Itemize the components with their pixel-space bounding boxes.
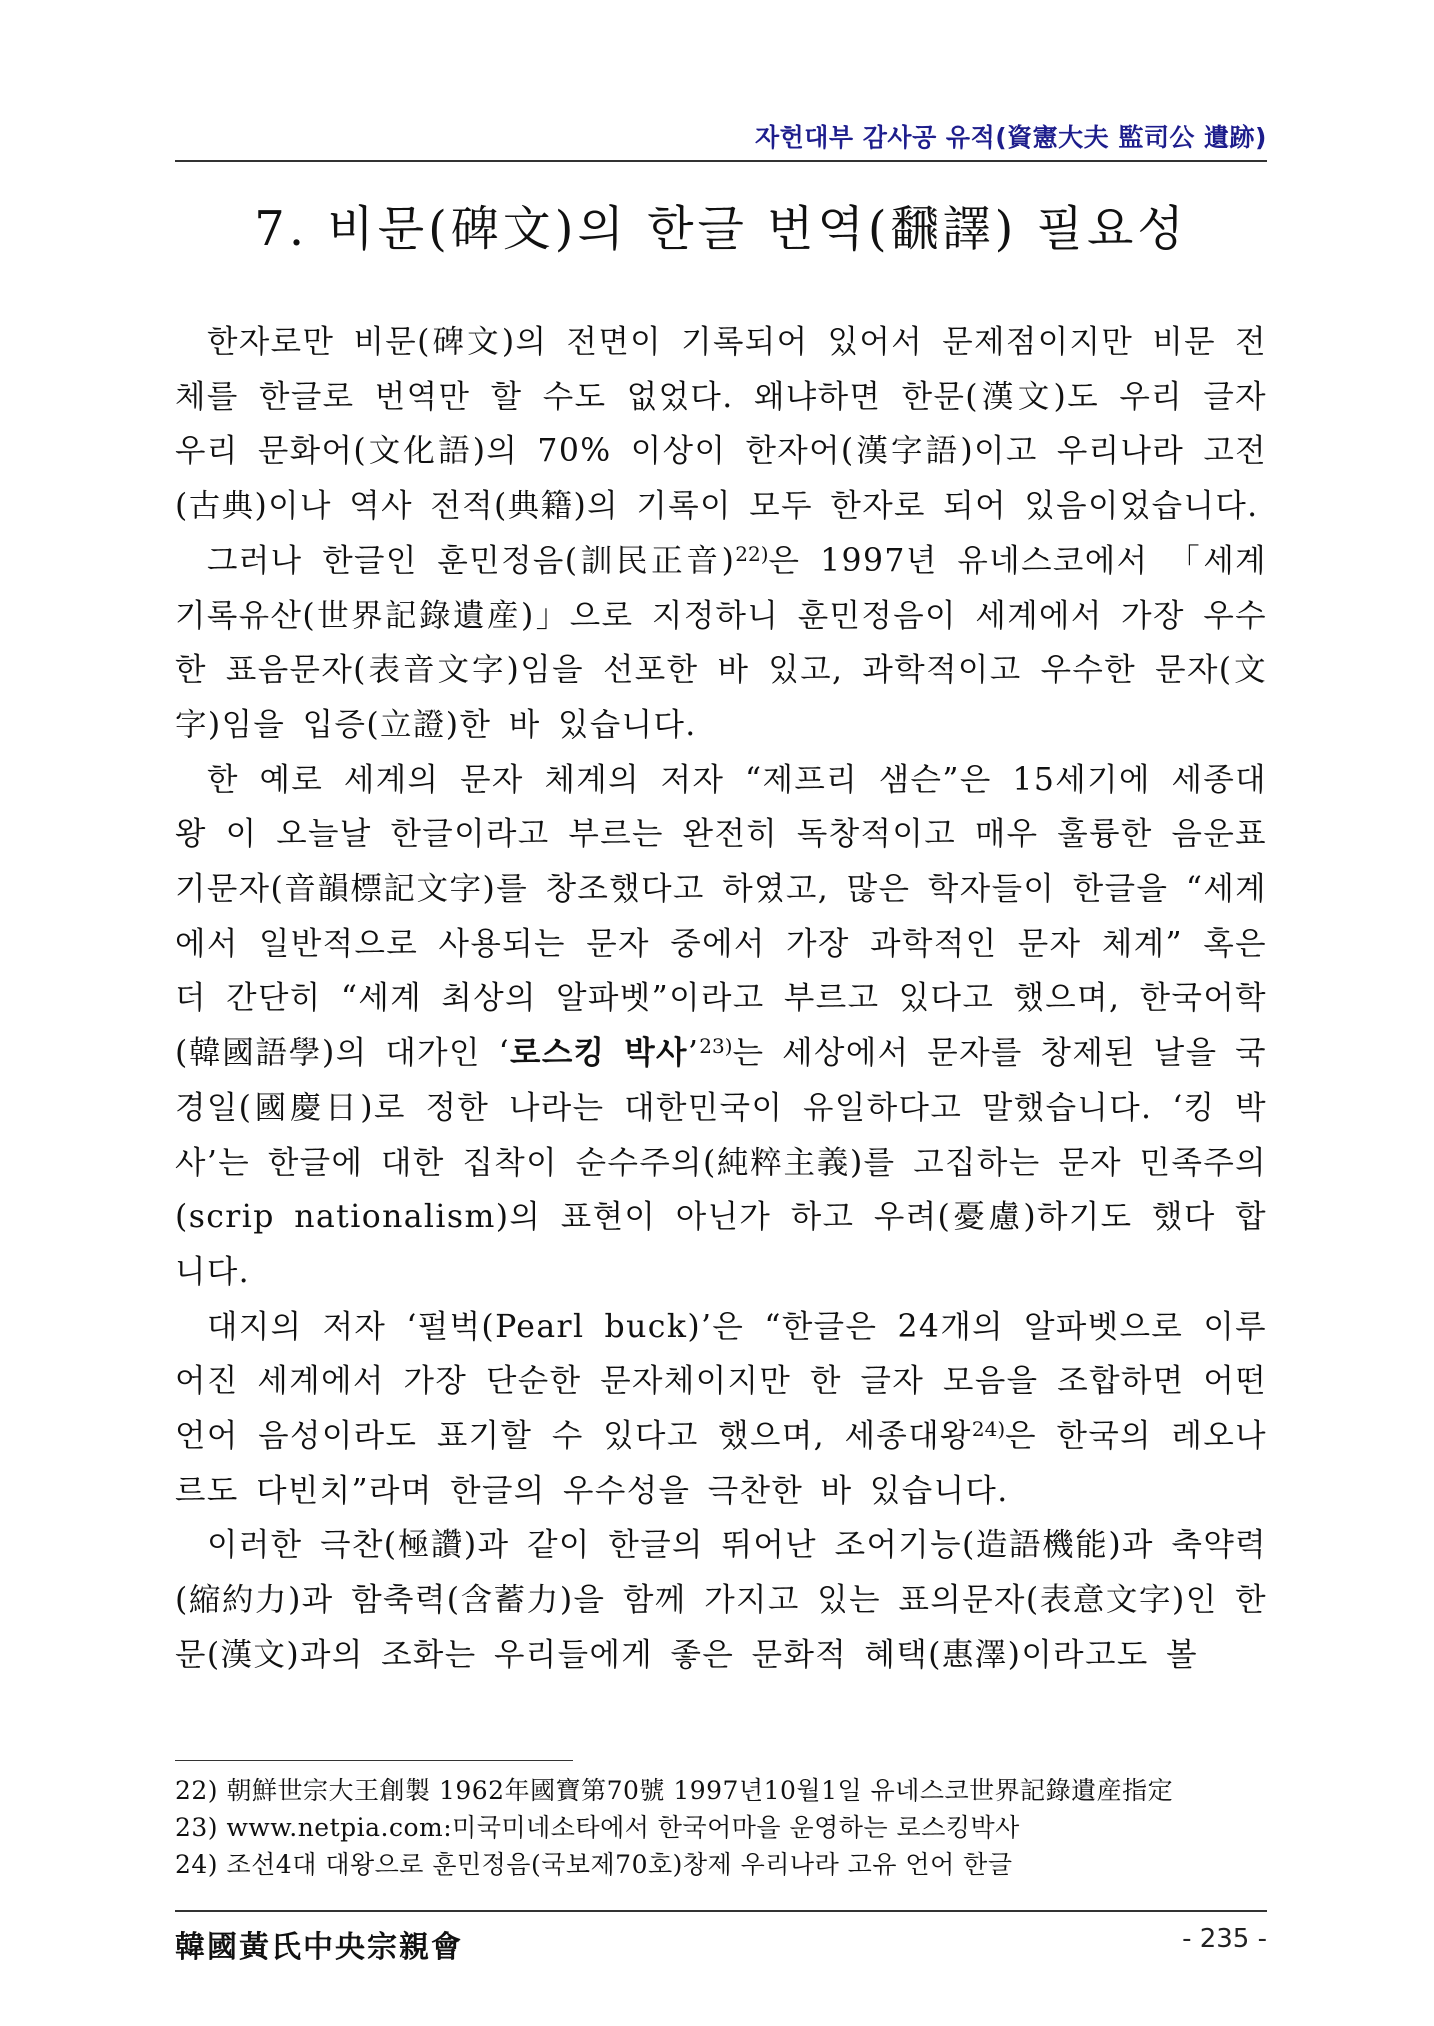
paragraph-2 bbox=[175, 534, 1267, 753]
footnote-ref-23: 23) bbox=[699, 1034, 733, 1059]
paragraph-3 bbox=[175, 753, 1267, 1300]
footer-organization: 韓國黃氏中央宗親會 bbox=[175, 1930, 463, 1965]
footnote-ref-24: 24) bbox=[971, 1417, 1006, 1442]
page-number: - 235 - bbox=[1182, 1924, 1267, 1954]
paragraph-text: 는 세상에서 문자를 창제된 날을 국경일(國慶日)로 정한 나라는 대한민국이 유일하다고 말했습니다. ‘킹 박사’는 한글에 대한 집착이 순수주의(純粹主義)를 고집하는 문자 민족주의(scrip nationalism)의 표현이 아닌가 하고 우려(憂慮)하기도 했다 합니다. bbox=[175, 1035, 1267, 1290]
footnote-ref-22: 22) bbox=[735, 541, 769, 566]
paragraph-text: 이러한 극찬(極讚)과 같이 한글의 뛰어난 조어기능(造語機能)과 축약력(縮約力)과 함축력(含蓄力)을 함께 가지고 있는 표의문자(表意文字)인 한문(漢文)과의 조화는 우리들에게 좋은 문화적 혜택(惠澤)이라고도 볼 bbox=[175, 1527, 1267, 1673]
paragraph-text: 은 한국의 레오나르도 다빈치”라며 한글의 우수성을 극찬한 바 있습니다. bbox=[175, 1418, 1267, 1509]
footer-divider bbox=[175, 1910, 1267, 1912]
paragraph-4 bbox=[175, 1300, 1267, 1519]
footnotes bbox=[175, 1772, 1267, 1883]
paragraph-text: 한자로만 비문(碑文)의 전면이 기록되어 있어서 문제점이지만 비문 전체를 한글로 번역만 할 수도 없었다. 왜냐하면 한문(漢文)도 우리 글자 우리 문화어(文化語)의 70% 이상이 한자어(漢字語)이고 우리나라 고전(古典)이나 역사 전적(典籍)의 기록이 모두 한자로 되어 있음이었습니다. bbox=[175, 324, 1267, 525]
paragraph-text: 한 예로 세계의 문자 체계의 저자 “제프리 샘슨”은 15세기에 세종대왕 이 오늘날 한글이라고 부르는 완전히 독창적이고 매우 훌륭한 음운표기문자(音韻標記文字)를 창조했다고 하였고, 많은 학자들이 한글을 “세계에서 일반적으로 사용되는 문자 중에서 가장 과학적인 문자 체계” 혹은 더 간단히 “세계 최상의 알파벳”이라고 부르고 있다고 했으며, 한국어학(韓國語學)의 대가인 ‘ bbox=[175, 761, 1267, 1072]
footnote-22: 22) 朝鮮世宗大王創製 1962年國寶第70號 1997년10월1일 유네스코世界記錄遺産指定 bbox=[175, 1776, 1174, 1805]
paragraph-5 bbox=[175, 1518, 1267, 1682]
footnote-23: 23) www.netpia.com:미국미네소타에서 한국어마을 운영하는 로스킹박사 bbox=[175, 1813, 1020, 1842]
footnote-24: 24) 조선4대 대왕으로 훈민정음(국보제70호)창제 우리나라 고유 언어 한글 bbox=[175, 1850, 1013, 1879]
footnote-divider bbox=[175, 1760, 573, 1761]
body-text bbox=[175, 315, 1267, 1683]
paragraph-text: ’ bbox=[687, 1035, 700, 1072]
header-divider bbox=[175, 160, 1267, 162]
paragraph-text: 은 1997년 유네스코에서 「세계기록유산(世界記錄遺産)」으로 지정하니 훈민정음이 세계에서 가장 우수한 표음문자(表音文字)임을 선포한 바 있고, 과학적이고 우수한 문자(文字)임을 입증(立證)한 바 있습니다. bbox=[175, 542, 1267, 743]
section-title: 7. 비문(碑文)의 한글 번역(飜譯) 필요성 bbox=[254, 201, 1188, 257]
running-header: 자헌대부 감사공 유적(資憲大夫 監司公 遺跡) bbox=[754, 123, 1267, 152]
paragraph-text: 그러나 한글인 훈민정음(訓民正音) bbox=[207, 542, 736, 579]
bold-name: 로스킹 박사 bbox=[510, 1035, 688, 1072]
paragraph-text: 대지의 저자 ‘펄벅(Pearl buck)’은 “한글은 24개의 알파벳으로 이루어진 세계에서 가장 단순한 문자체이지만 한 글자 모음을 조합하면 어떤 언어 음성이라도 표기할 수 있다고 했으며, 세종대왕 bbox=[175, 1308, 1267, 1455]
paragraph-1 bbox=[175, 315, 1267, 534]
